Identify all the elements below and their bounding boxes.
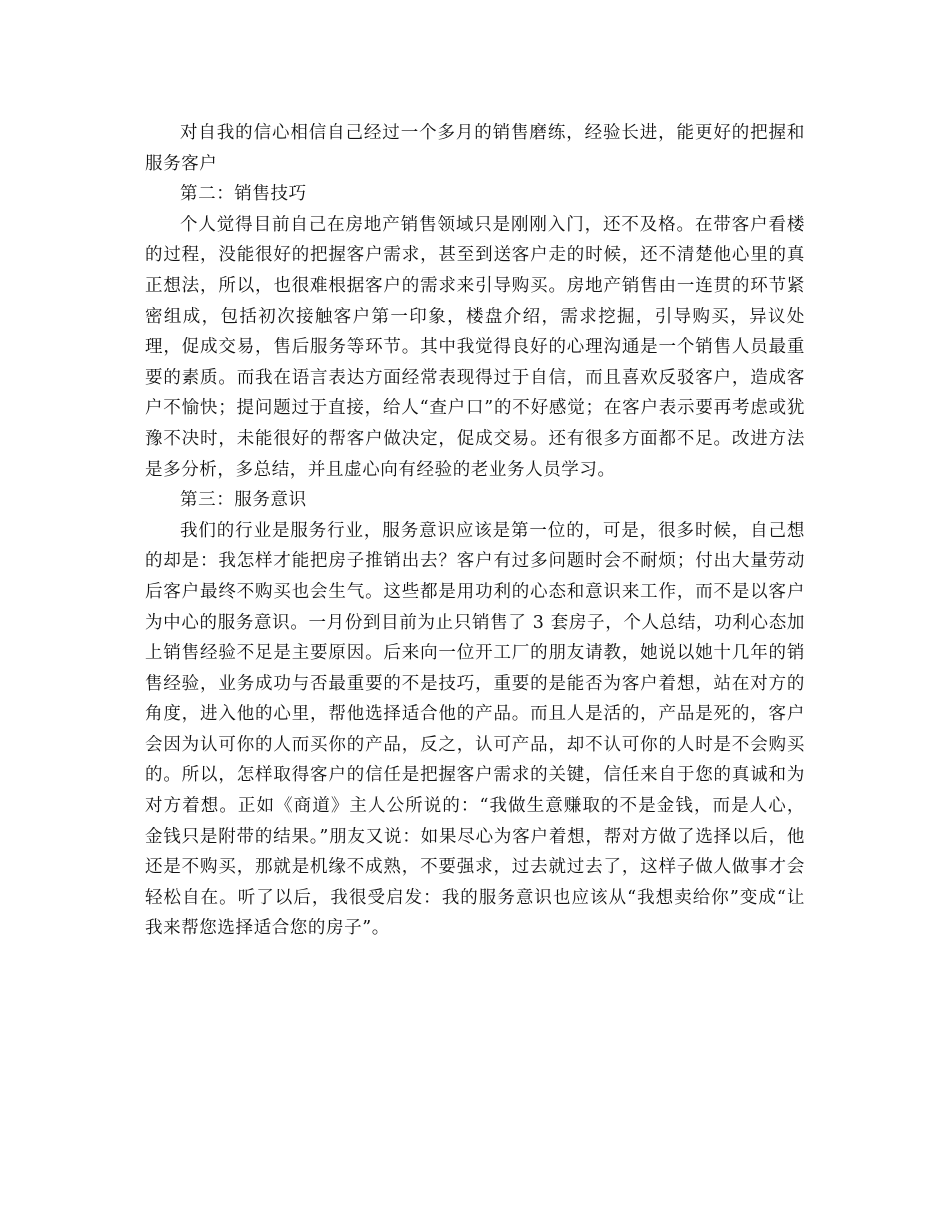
- paragraph-sales-skills: 个人觉得目前自己在房地产销售领域只是刚刚入门，还不及格。在带客户看楼的过程，没能很好的把握客户需求，甚至到送客户走的时候，还不清楚他心里的真正想法，所以，也很难根据客户的需求来引导购买。房地产销售由一连贯的环节紧密组成，包括初次接触客户第一印象，楼盘介绍，需求挖掘，引导购买，异议处理，促成交易，售后服务等环节。其中我觉得良好的心理沟通是一个销售人员最重要的素质。而我在语言表达方面经常表现得过于自信，而且喜欢反驳客户，造成客户不愉快；提问题过于直接，给人“查户口”的不好感觉；在客户表示要再考虑或犹豫不决时，未能很好的帮客户做决定，促成交易。还有很多方面都不足。改进方法是多分析，多总结，并且虚心向有经验的老业务人员学习。: [145, 214, 805, 480]
- paragraph-self-confidence: 对自我的信心相信自己经过一个多月的销售磨练，经验长进，能更好的把握和服务客户: [145, 123, 805, 174]
- section-heading-sales-skills: 第二：销售技巧: [180, 184, 307, 205]
- section-heading-service-awareness: 第三：服务意识: [180, 490, 307, 511]
- document-body: [145, 118, 805, 944]
- paragraph-service-awareness: 我们的行业是服务行业，服务意识应该是第一位的，可是，很多时候，自己想的却是：我怎样才能把房子推销出去？客户有过多问题时会不耐烦；付出大量劳动后客户最终不购买也会生气。这些都是用功利的心态和意识来工作，而不是以客户为中心的服务意识。一月份到目前为止只销售了 3 套房子，个人总结，功利心态加上销售经验不足是主要原因。后来向一位开工厂的朋友请教，她说以她十几年的销售经验，业务成功与否最重要的不是技巧，重要的是能否为客户着想，站在对方的角度，进入他的心里，帮他选择适合他的产品。而且人是活的，产品是死的，客户会因为认可你的人而买你的产品，反之，认可产品，却不认可你的人时是不会购买的。所以，怎样取得客户的信任是把握客户需求的关键，信任来自于您的真诚和为对方着想。正如《商道》主人公所说的：“我做生意赚取的不是金钱，而是人心，金钱只是附带的结果。”朋友又说：如果尽心为客户着想，帮对方做了选择以后，他还是不购买，那就是机缘不成熟，不要强求，过去就过去了，这样子做人做事才会轻松自在。听了以后，我很受启发：我的服务意识也应该从“我想卖给你”变成“让我来帮您选择适合您的房子”。: [145, 520, 805, 939]
